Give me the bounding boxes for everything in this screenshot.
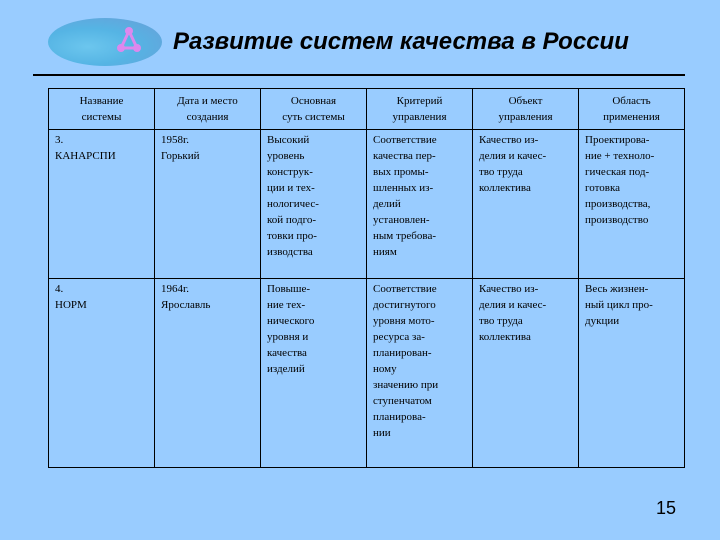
slide-title: Развитие систем качества в России <box>173 28 629 55</box>
header-cell: Дата и место создания <box>155 89 261 130</box>
logo-ellipse <box>48 18 162 66</box>
header-cell: Критерий управления <box>367 89 473 130</box>
table-row <box>49 130 685 279</box>
table-cell: 4. НОРМ <box>49 279 155 468</box>
table-header-row <box>49 89 685 130</box>
table-cell: Качество из- делия и качес- тво труда коллектива <box>473 279 579 468</box>
table-cell: Проектирова- ние + техноло- гическая под- готовка производства, производство <box>579 130 685 279</box>
table-cell: Соответствие качества пер- вых промы- шленных из- делий установлен- ным требова- ниям <box>367 130 473 279</box>
table-cell: 1958г. Горький <box>155 130 261 279</box>
table-cell: 3. КАНАРСПИ <box>49 130 155 279</box>
triangle-nodes-icon <box>116 26 142 54</box>
header-cell: Область применения <box>579 89 685 130</box>
header-cell: Название системы <box>49 89 155 130</box>
header-cell: Объект управления <box>473 89 579 130</box>
table-cell: 1964г. Ярославль <box>155 279 261 468</box>
table-cell: Высокий уровень конструк- ции и тех- нологичес- кой подго- товки про- изводства <box>261 130 367 279</box>
table-cell: Весь жизнен- ный цикл про- дукции <box>579 279 685 468</box>
table-cell: Повыше- ние тех- нического уровня и качества изделий <box>261 279 367 468</box>
divider <box>33 74 685 76</box>
quality-systems-table <box>48 88 685 468</box>
table-row <box>49 279 685 468</box>
table-cell: Соответствие достигнутого уровня мото- ресурса за- планирован- ному значению при ступенчатом планирова- нии <box>367 279 473 468</box>
page-number: 15 <box>656 498 677 518</box>
header-cell: Основная суть системы <box>261 89 367 130</box>
table-cell: Качество из- делия и качес- тво труда коллектива <box>473 130 579 279</box>
